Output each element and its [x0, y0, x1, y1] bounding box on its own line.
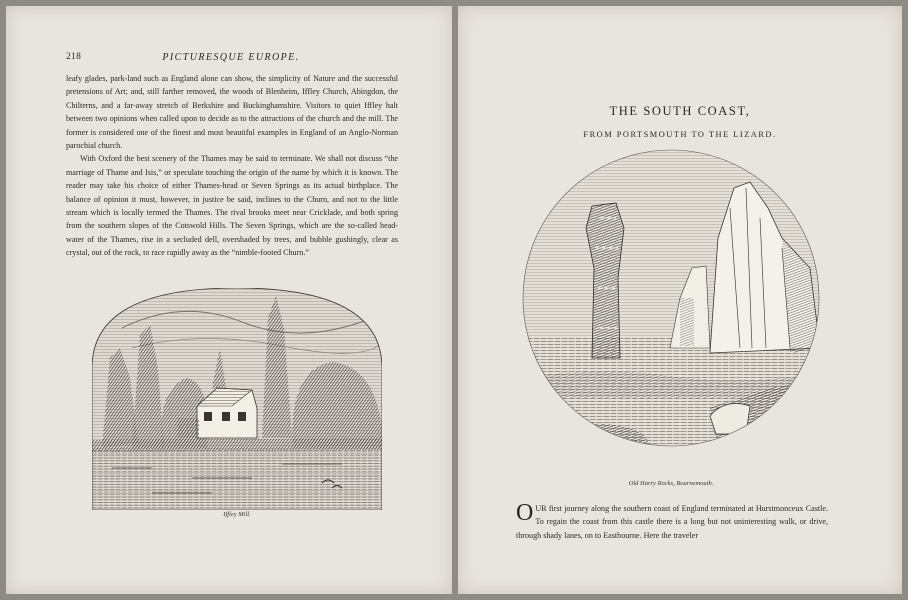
page-number: 218 — [66, 52, 82, 62]
chapter-subtitle: FROM PORTSMOUTH TO THE LIZARD. — [583, 130, 777, 139]
drop-cap: O — [516, 500, 534, 526]
body-text — [66, 72, 398, 260]
paragraph: leafy glades, park-land such as England alone can show, the simplicity of Nature and the successful pretensions of Art; and, still farther removed, the woods of Blenheim, Iffley Church, Abingdon, the Chilterns, and a far-away stretch of Berkshire and Buckinghamshire. Visitors to quiet Iffley halt between two opinions when called upon to decide as to the attractions of the church and the mill. The former is considered one of the finest and most beautiful examples in England of an Anglo-Norman parochial church. — [66, 74, 398, 151]
right-book-page — [458, 6, 902, 594]
iffley-mill-engraving — [92, 288, 382, 510]
opening-paragraph — [516, 502, 828, 542]
old-harry-rocks-engraving — [520, 148, 822, 484]
left-book-page — [6, 6, 452, 594]
opening-text: UR first journey along the southern coast of England terminated at Hurstmonceux Castle. To regain the coast from this castle there is a long but not uninteresting walk, or drive, through shady lanes, on to Eastbourne. Here the traveler — [516, 504, 828, 540]
running-title: PICTURESQUE EUROPE. — [162, 52, 300, 63]
illustration-caption: Iffley Mill. — [223, 511, 251, 518]
chapter-title: THE SOUTH COAST, — [609, 104, 751, 118]
paragraph: With Oxford the best scenery of the Thames may be said to terminate. We shall not discuss “the marriage of Thame and Isis,” or speculate touching the origin of the name by which it is known. The reader may take his choice of either Thames-head or Seven Springs as its actual birthplace. The balance of opinion it must, however, in justice be said, inclines to the Churn, and not to the little stream which is locally termed the Thames. The rival brooks meet near Cricklade, and both spring from the southern slopes of the Cotswold Hills. The Seven Springs, which are the so-called head-water of the Thames, rise in a secluded dell, overshaded by trees, and bubble gushingly, clear as crystal, out of the rock, to race rapidly away as the “nimble-footed Churn.” — [66, 154, 398, 258]
illustration-caption: Old Harry Rocks, Bournemouth. — [628, 480, 714, 487]
